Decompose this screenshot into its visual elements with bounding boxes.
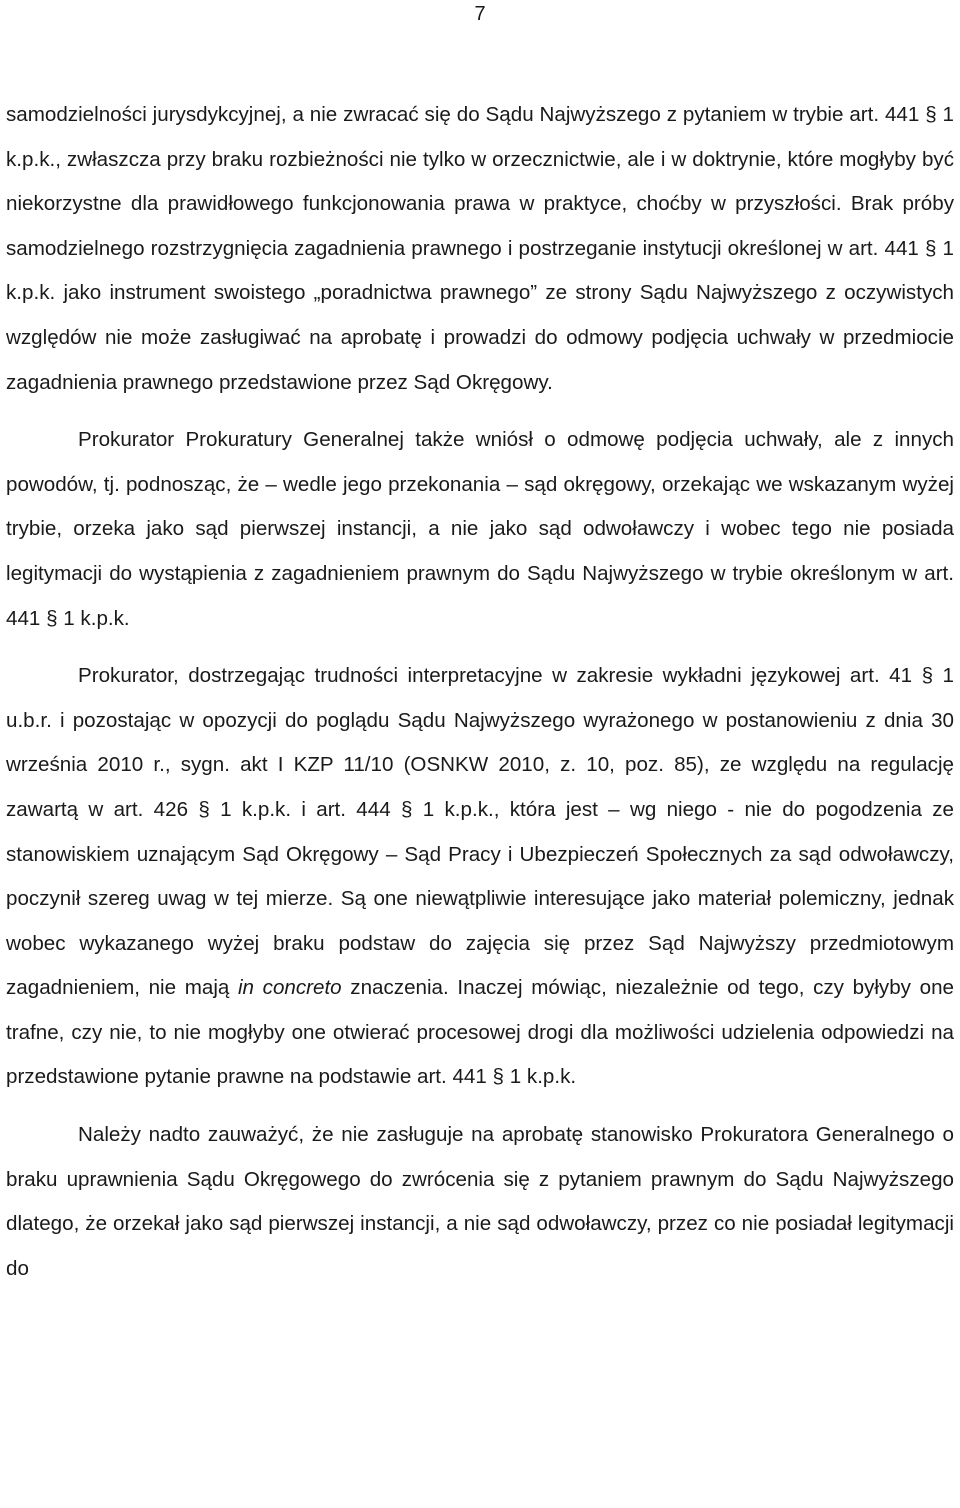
- document-body: [6, 93, 954, 1291]
- paragraph: [6, 418, 954, 641]
- paragraph-text: znaczenia. Inaczej mówiąc, niezależnie od tego, czy byłyby one trafne, czy nie, to nie mogłyby one otwierać procesowej drogi dla możliwości udzielenia odpowiedzi na przedstawione pytanie prawne na podstawie art. 441 § 1 k.p.k.: [6, 976, 954, 1089]
- paragraph-text: Prokurator Prokuratury Generalnej także wniósł o odmowę podjęcia uchwały, ale z innych powodów, tj. podnosząc, że – wedle jego przekonania – sąd okręgowy, orzekając we wskazanym wyżej trybie, orzeka jako sąd pierwszej instancji, a nie jako sąd odwoławczy i wobec tego nie posiada legitymacji do wystąpienia z zagadnieniem prawnym do Sądu Najwyższego w trybie określonym w art. 441 § 1 k.p.k.: [6, 428, 954, 630]
- italic-phrase: in concreto: [237, 976, 342, 1000]
- paragraph: [6, 1113, 954, 1291]
- page-number: 7: [474, 3, 486, 25]
- paragraph-text: Należy nadto zauważyć, że nie zasługuje na aprobatę stanowisko Prokuratora Generalnego o braku uprawnienia Sądu Okręgowego do zwrócenia się z pytaniem prawnym do Sądu Najwyższego dlatego, że orzekał jako sąd pierwszej instancji, a nie sąd odwoławczy, przez co nie posiadał legitymacji do: [6, 1123, 954, 1280]
- paragraph-text: samodzielności jurysdykcyjnej, a nie zwracać się do Sądu Najwyższego z pytaniem w trybie art. 441 § 1 k.p.k., zwłaszcza przy braku rozbieżności nie tylko w orzecznictwie, ale i w doktrynie, które mogłyby być niekorzystne dla prawidłowego funkcjonowania prawa w praktyce, choćby w przyszłości. Brak próby samodzielnego rozstrzygnięcia zagadnienia prawnego i postrzeganie instytucji określonej w art. 441 § 1 k.p.k. jako instrument swoistego „poradnictwa prawnego” ze strony Sądu Najwyższego z oczywistych względów nie może zasługiwać na aprobatę i prowadzi do odmowy podjęcia uchwały w przedmiocie zagadnienia prawnego przedstawione przez Sąd Okręgowy.: [6, 103, 954, 394]
- paragraph: [6, 93, 954, 405]
- paragraph-text: Prokurator, dostrzegając trudności interpretacyjne w zakresie wykładni językowej art. 41 § 1 u.b.r. i pozostając w opozycji do poglądu Sądu Najwyższego wyrażonego w postanowieniu z dnia 30 września 2010 r., sygn. akt I KZP 11/10 (OSNKW 2010, z. 10, poz. 85), ze względu na regulację zawartą w art. 426 § 1 k.p.k. i art. 444 § 1 k.p.k., która jest – wg niego - nie do pogodzenia ze stanowiskiem uznającym Sąd Okręgowy – Sąd Pracy i Ubezpieczeń Społecznych za sąd odwoławczy, poczynił szereg uwag w tej mierze. Są one niewątpliwie interesujące jako materiał polemiczny, jednak wobec wykazanego wyżej braku podstaw do zajęcia się przez Sąd Najwyższy przedmiotowym zagadnieniem, nie mają: [6, 664, 954, 1000]
- paragraph: [6, 654, 954, 1100]
